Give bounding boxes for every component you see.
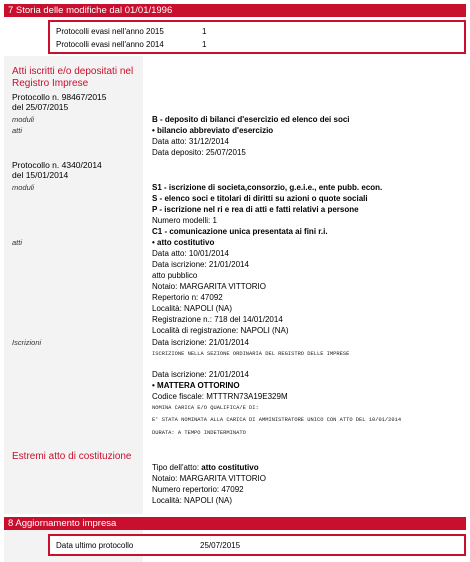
atto-data-atto: Data atto: 10/01/2014 <box>152 249 229 258</box>
protocol-2-modulo-c1: C1 - comunicazione unica presentata ai fini r.i. <box>152 227 328 236</box>
protocol-2-atto-name: • atto costitutivo <box>152 238 215 247</box>
iscrizione-2-mono-line-3: DURATA: A TEMPO INDETERMINATO <box>152 430 246 436</box>
protocol-1-number: Protocollo n. 98467/2015 <box>12 92 107 102</box>
estremi-tipo-value: atto costitutivo <box>201 463 259 472</box>
iscrizione-1-data: Data iscrizione: 21/01/2014 <box>152 338 249 347</box>
iscrizione-2-person: • MATTERA OTTORINO <box>152 381 240 390</box>
atti-section-title-line2: Registro Imprese <box>12 78 89 89</box>
protocol-2-numero-modelli: Numero modelli: 1 <box>152 216 217 225</box>
protocol-1-data-atto: Data atto: 31/12/2014 <box>152 137 229 146</box>
iscrizione-2-mono-line-1: NOMINA CARICA E/O QUALIFICA/E DI: <box>152 405 259 411</box>
section-7-header: 7 Storia delle modifiche dal 01/01/1996 <box>4 4 466 17</box>
data-ultimo-protocollo-value: 25/07/2015 <box>200 541 241 550</box>
iscrizione-2-mono-line-2: E' STATA NOMINATA ALLA CARICA DI AMMINISTRATORE UNICO CON ATTO DEL 10/01/2014 <box>152 417 402 423</box>
estremi-localita: Località: NAPOLI (NA) <box>152 496 233 505</box>
protocol-2-iscrizioni-label: Iscrizioni <box>12 338 42 347</box>
iscrizione-1-text: ISCRIZIONE NELLA SEZIONE ORDINARIA DEL REGISTRO DELLE IMPRESE <box>152 351 350 357</box>
summary-value-2014: 1 <box>202 40 207 49</box>
atto-registrazione: Registrazione n.: 718 del 14/01/2014 <box>152 315 283 324</box>
estremi-notaio: Notaio: MARGARITA VITTORIO <box>152 474 266 483</box>
atto-data-iscrizione: Data iscrizione: 21/01/2014 <box>152 260 249 269</box>
summary-label: Protocolli evasi nell'anno 2014 <box>56 40 164 49</box>
atto-localita-registrazione: Località di registrazione: NAPOLI (NA) <box>152 326 289 335</box>
atti-section-title-line1: Atti iscritti e/o depositati nel <box>12 66 134 77</box>
iscrizione-2-codice-fiscale: Codice fiscale: MTTTRN73A19E329M <box>152 392 288 401</box>
estremi-tipo-label: Tipo dell'atto: <box>152 463 202 472</box>
summary-label: Protocolli evasi nell'anno 2015 <box>56 27 164 36</box>
data-ultimo-protocollo-label: Data ultimo protocollo <box>56 541 134 550</box>
protocol-1-moduli-value: B - deposito di bilanci d'esercizio ed elenco dei soci <box>152 115 350 124</box>
summary-value-2015: 1 <box>202 27 207 36</box>
protocol-1-moduli-label: moduli <box>12 115 35 124</box>
summary-row-2015 <box>56 27 164 36</box>
left-column-panel-1 <box>4 56 143 514</box>
atto-notaio: Notaio: MARGARITA VITTORIO <box>152 282 266 291</box>
iscrizione-2-data: Data iscrizione: 21/01/2014 <box>152 370 249 379</box>
protocol-1-data-deposito: Data deposito: 25/07/2015 <box>152 148 246 157</box>
protocol-2-moduli-label: moduli <box>12 183 35 192</box>
atto-tipo: atto pubblico <box>152 271 198 280</box>
section-8-summary-box <box>48 534 466 556</box>
atto-localita: Località: NAPOLI (NA) <box>152 304 233 313</box>
protocol-2-modulo-s1: S1 - iscrizione di societa,consorzio, g.e.i.e., ente pubb. econ. <box>152 183 383 192</box>
atto-repertorio: Repertorio n: 47092 <box>152 293 223 302</box>
section-7-summary-box <box>48 20 466 54</box>
protocol-2-number: Protocollo n. 4340/2014 <box>12 160 102 170</box>
estremi-repertorio: Numero repertorio: 47092 <box>152 485 244 494</box>
protocol-2-modulo-s: S - elenco soci e titolari di diritti su azioni o quote sociali <box>152 194 368 203</box>
estremi-section-title: Estremi atto di costituzione <box>12 451 132 462</box>
summary-row-2014 <box>56 40 164 49</box>
protocol-1-atto-name: • bilancio abbreviato d'esercizio <box>152 126 274 135</box>
protocol-2-modulo-p: P - iscrizione nel ri e rea di atti e fatti relativi a persone <box>152 205 359 214</box>
protocol-1-atti-label: atti <box>12 126 23 135</box>
estremi-tipo-atto <box>152 463 259 472</box>
protocol-2-atti-label: atti <box>12 238 23 247</box>
protocol-1-date: del 25/07/2015 <box>12 102 69 112</box>
section-8-header: 8 Aggiornamento impresa <box>4 517 466 530</box>
protocol-2-date: del 15/01/2014 <box>12 170 69 180</box>
